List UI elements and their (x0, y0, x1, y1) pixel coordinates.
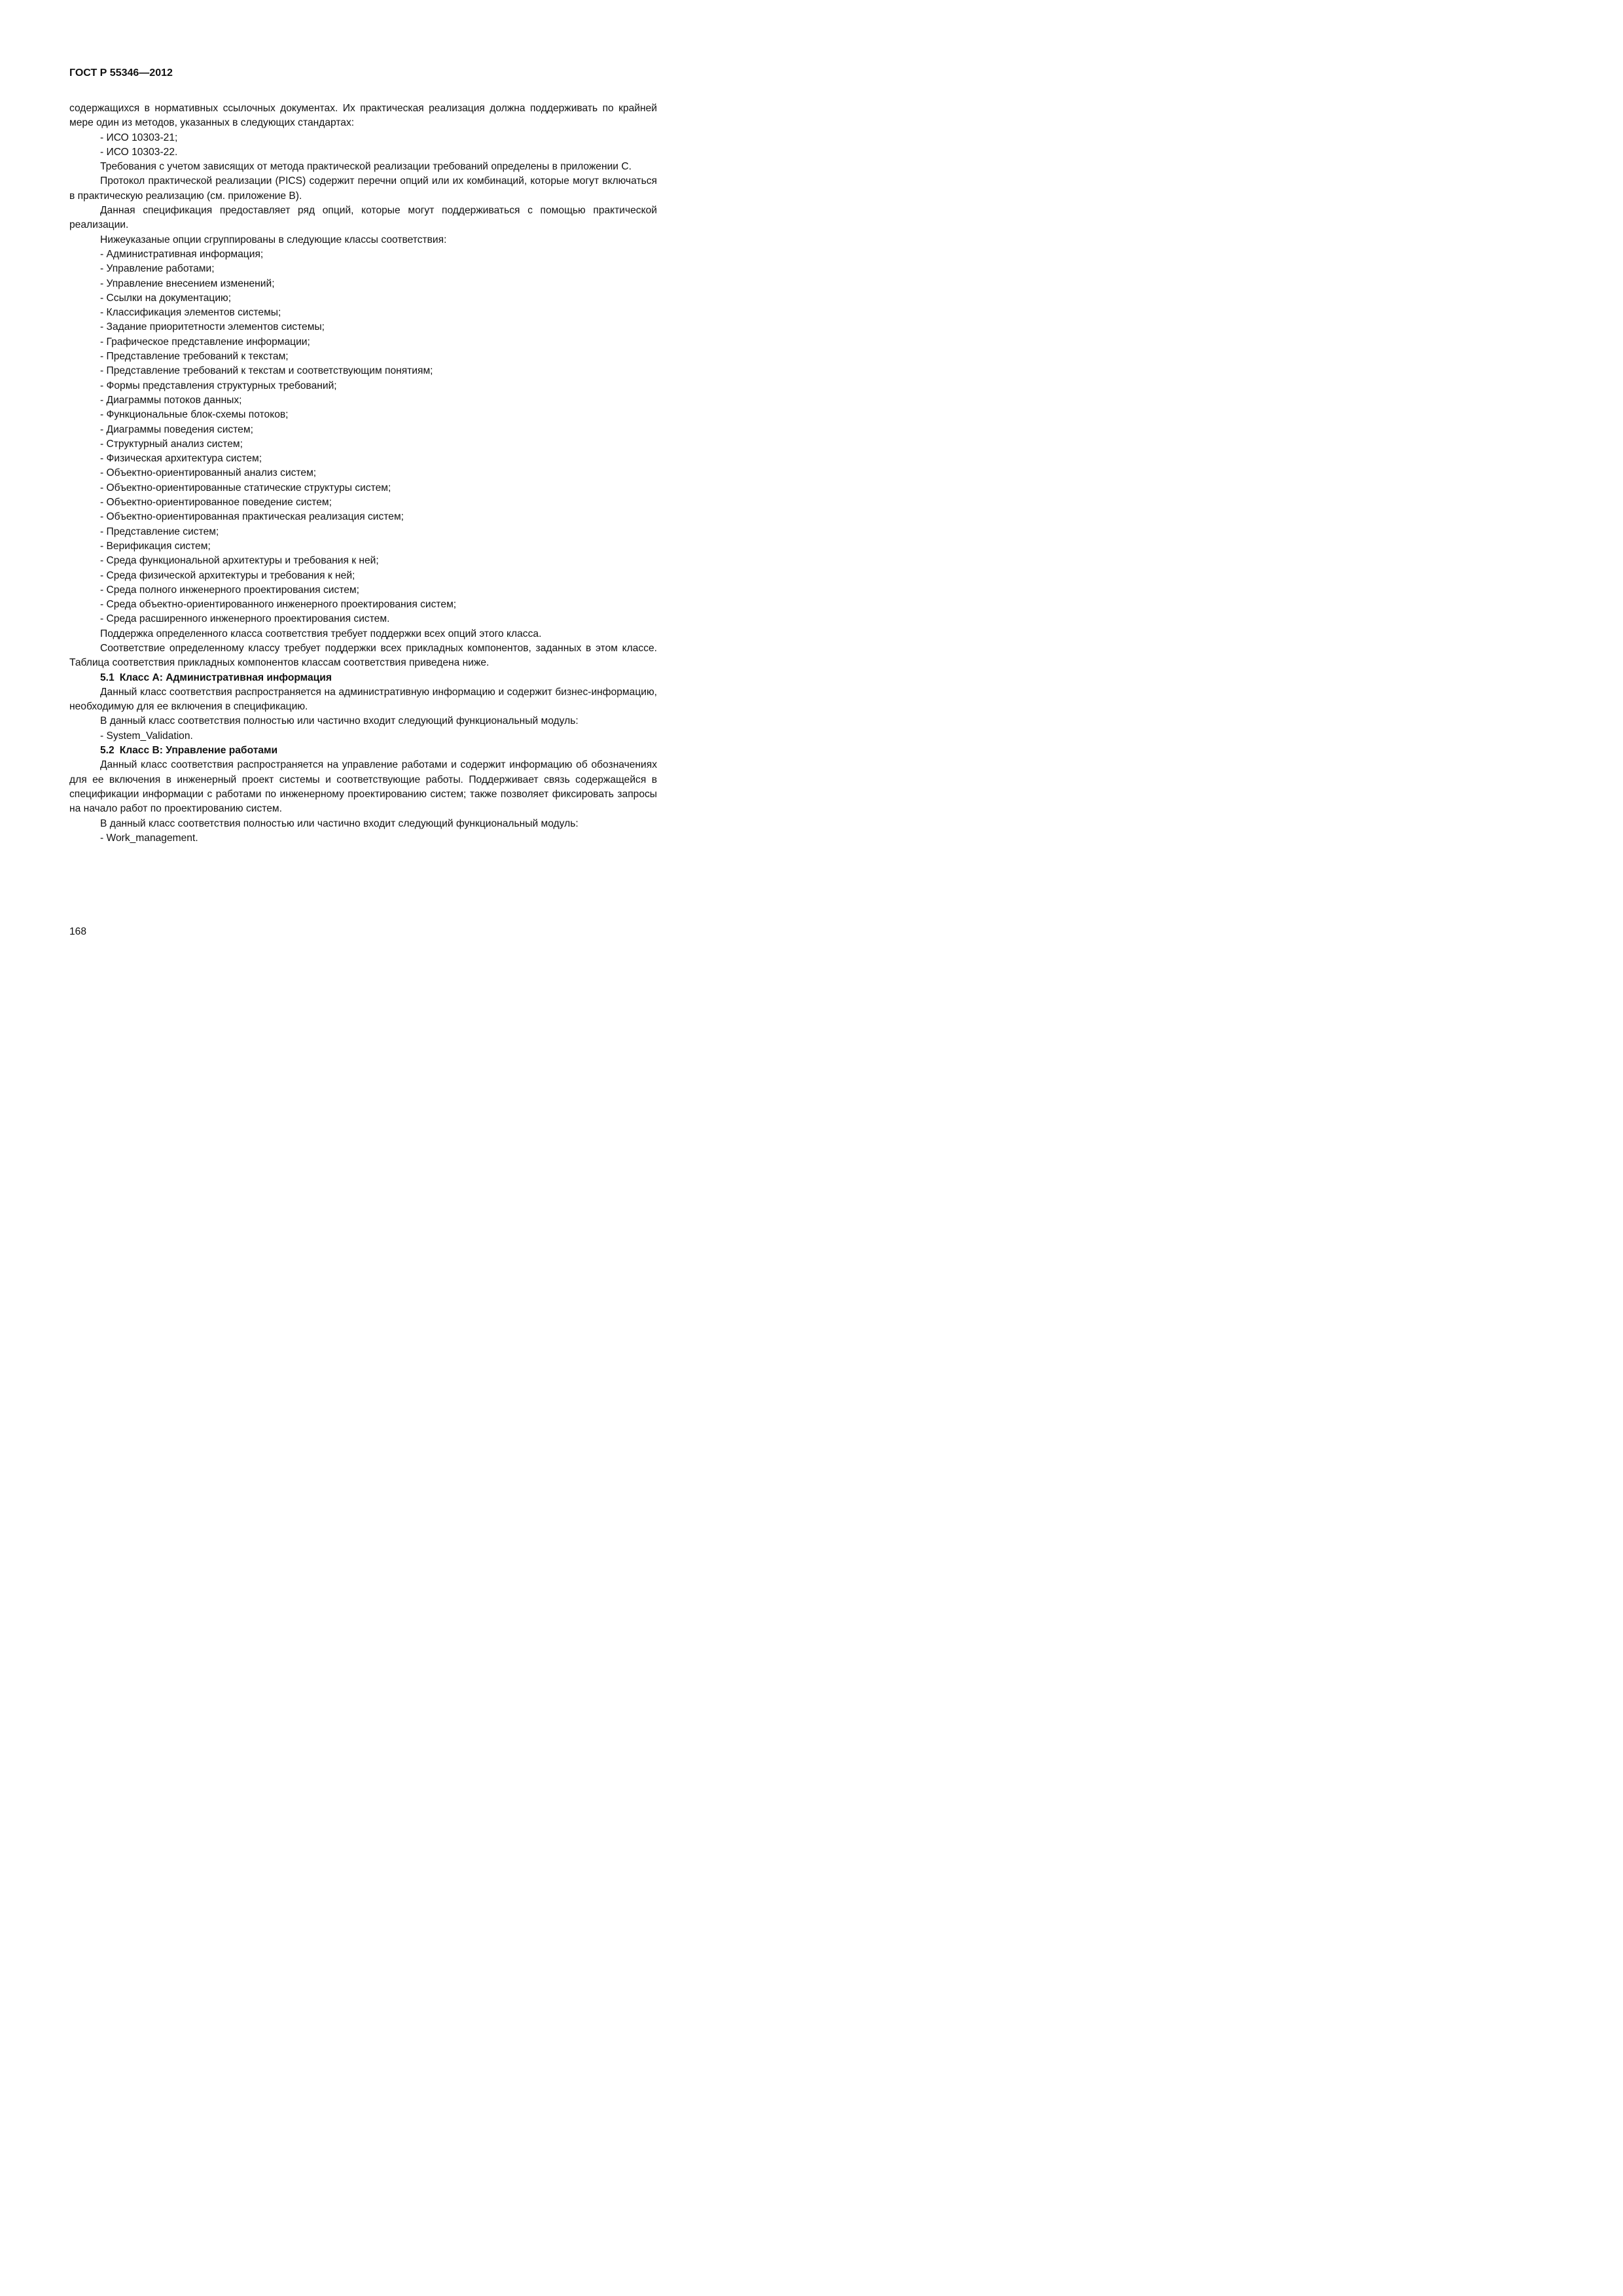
section-title-text: Класс А: Административная информация (119, 672, 332, 683)
section-heading (69, 744, 657, 758)
document-page (0, 0, 720, 1018)
list-item: - Объектно-ориентированная практическая реализация систем; (100, 511, 404, 523)
paragraph: содержащихся в нормативных ссылочных документах. Их практическая реализация должна поддерживать по крайней мере один из методов, указанных в следующих стандартах: (69, 103, 657, 129)
list-item: - Среда функциональной архитектуры и требования к ней; (100, 555, 379, 567)
paragraph: В данный класс соответствия полностью или частично входит следующий функциональный модуль: (100, 817, 579, 829)
list-item: - Графическое представление информации; (100, 336, 310, 348)
list-item: - Work_management. (100, 832, 198, 844)
list-item: - ИСО 10303-22. (100, 146, 178, 158)
list-item: - Управление работами; (100, 263, 215, 275)
list-item: - Среда полного инженерного проектирования систем; (100, 584, 359, 596)
list-item: - ИСО 10303-21; (100, 132, 178, 143)
list-item: - Структурный анализ систем; (100, 438, 243, 450)
paragraph: Поддержка определенного класса соответствия требует поддержки всех опций этого класса. (100, 628, 542, 639)
list-item: - Диаграммы потоков данных; (100, 394, 242, 406)
list-item: - Представление требований к текстам; (100, 351, 289, 363)
list-item: - Управление внесением изменений; (100, 278, 275, 289)
list-item: - Диаграммы поведения систем; (100, 423, 253, 435)
paragraph: Данный класс соответствия распространяется на административную информацию и содержит бизнес-информацию, необходимую для ее включения в спецификацию. (69, 686, 657, 713)
list-item: - Верификация систем; (100, 540, 211, 552)
paragraph: Данная спецификация предоставляет ряд опций, которые могут поддерживаться с помощью практической реализации. (69, 205, 657, 231)
section-number: 5.2 (100, 745, 115, 757)
paragraph: Соответствие определенному классу требует поддержки всех прикладных компонентов, заданных в этом классе. Таблица соответствия прикладных компонентов классам соответствия приведена ниже. (69, 642, 657, 669)
list-item: - Задание приоритетности элементов системы; (100, 321, 325, 333)
list-item: - Физическая архитектура систем; (100, 453, 262, 465)
paragraph: Данный класс соответствия распространяется на управление работами и содержит информацию об обозначениях для ее включения в инженерный проект системы и соответствующие работы. Поддерживает связь содержащейся в спецификации информации с работами по инженерному проектированию систем; также позволяет фиксировать запросы на начало работ по проектированию систем. (69, 759, 657, 815)
list-item: - Представление систем; (100, 526, 219, 537)
page-number: 168 (69, 926, 87, 937)
list-item: - System_Validation. (100, 730, 193, 742)
list-item: - Формы представления структурных требований; (100, 380, 337, 391)
list-item: - Объектно-ориентированное поведение систем; (100, 497, 332, 509)
list-item: - Объектно-ориентированные статические структуры систем; (100, 482, 391, 493)
list-item: - Объектно-ориентированный анализ систем; (100, 467, 317, 479)
section-title-text: Класс В: Управление работами (119, 745, 278, 757)
document-code-header: ГОСТ Р 55346—2012 (69, 67, 173, 79)
body-content (69, 101, 657, 846)
list-item: - Представление требований к текстам и соответствующим понятиям; (100, 365, 433, 377)
list-item: - Среда объектно-ориентированного инженерного проектирования систем; (100, 599, 457, 611)
paragraph: В данный класс соответствия полностью или частично входит следующий функциональный модуль: (100, 715, 579, 727)
list-item: - Ссылки на документацию; (100, 292, 232, 304)
paragraph: Нижеуказаные опции сгруппированы в следующие классы соответствия: (100, 234, 447, 245)
paragraph: Требования с учетом зависящих от метода практической реализации требований определены в приложении С. (100, 161, 632, 173)
list-item: - Среда физической архитектуры и требования к ней; (100, 569, 355, 581)
section-number: 5.1 (100, 672, 115, 683)
list-item: - Среда расширенного инженерного проектирования систем. (100, 613, 390, 625)
paragraph: Протокол практической реализации (PICS) содержит перечни опций или их комбинаций, которые могут включаться в практическую реализацию (см. приложение В). (69, 175, 657, 202)
list-item: - Классификация элементов системы; (100, 307, 281, 319)
section-heading (69, 671, 657, 685)
list-item: - Административная информация; (100, 248, 264, 260)
list-item: - Функциональные блок-схемы потоков; (100, 409, 289, 421)
